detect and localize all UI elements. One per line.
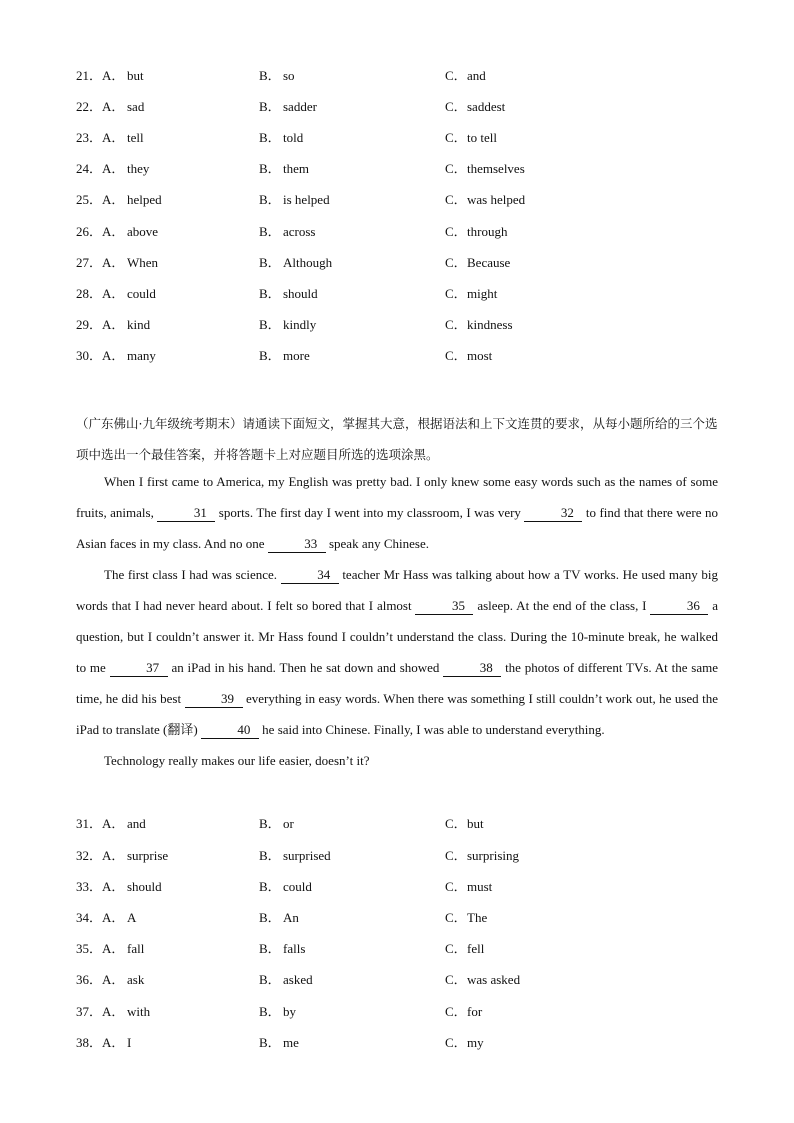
- blank-39: 39: [185, 691, 243, 708]
- question-number: 34．A．: [76, 910, 125, 925]
- option-a: above: [127, 224, 159, 239]
- option-a: should: [127, 879, 162, 894]
- option-a: surprise: [127, 848, 169, 863]
- question-number: 25．A．: [76, 192, 125, 207]
- blank-40: 40: [201, 722, 259, 739]
- option-c: was helped: [467, 192, 526, 207]
- question-29-options: [0, 315, 794, 335]
- option-c-label: C．: [445, 99, 467, 114]
- option-b-label: B．: [259, 816, 281, 831]
- passage-text: asleep. At the end of the class, I: [473, 598, 651, 613]
- option-c: saddest: [467, 99, 506, 114]
- option-b: could: [283, 879, 312, 894]
- question-number: 26．A．: [76, 224, 125, 239]
- option-c-label: C．: [445, 941, 467, 956]
- option-c-label: C．: [445, 972, 467, 987]
- option-b: asked: [283, 972, 313, 987]
- question-37-options: [0, 1002, 794, 1022]
- question-26-options: [0, 222, 794, 242]
- passage-text: an iPad in his hand. Then he sat down and showed: [167, 660, 444, 675]
- option-a: fall: [127, 941, 145, 956]
- blank-31: 31: [157, 505, 215, 522]
- question-22-options: [0, 97, 794, 117]
- question-28-options: [0, 284, 794, 304]
- question-number: 31．A．: [76, 816, 125, 831]
- blank-37: 37: [110, 660, 168, 677]
- option-b-label: B．: [259, 1035, 281, 1050]
- option-c-label: C．: [445, 192, 467, 207]
- option-b: An: [283, 910, 299, 925]
- option-b-label: B．: [259, 910, 281, 925]
- option-c: most: [467, 348, 493, 363]
- option-c-label: C．: [445, 130, 467, 145]
- option-b-label: B．: [259, 1004, 281, 1019]
- option-c-label: C．: [445, 317, 467, 332]
- option-b: so: [283, 68, 295, 83]
- question-number: 28．A．: [76, 286, 125, 301]
- section-instruction: （广东佛山·九年级统考期末）请通读下面短文，掌握其大意，根据语法和上下文连贯的要求，从每小题所给的三个选项中选出一个最佳答案，并将答题卡上对应题目所选的选项涂黑。: [76, 416, 718, 462]
- question-35-options: [0, 939, 794, 959]
- passage-paragraph-1: [76, 466, 718, 559]
- option-c: my: [467, 1035, 484, 1050]
- question-number: 23．A．: [76, 130, 125, 145]
- question-30-options: [0, 346, 794, 366]
- option-c-label: C．: [445, 161, 467, 176]
- option-b: should: [283, 286, 318, 301]
- passage-text: The first class I had was science.: [104, 567, 281, 582]
- question-number: 38．A．: [76, 1035, 125, 1050]
- question-31-options: [0, 814, 794, 834]
- option-c: to tell: [467, 130, 497, 145]
- option-a: but: [127, 68, 144, 83]
- option-b-label: B．: [259, 161, 281, 176]
- question-number: 33．A．: [76, 879, 125, 894]
- question-24-options: [0, 159, 794, 179]
- option-b: kindly: [283, 317, 317, 332]
- option-a: could: [127, 286, 156, 301]
- option-a: helped: [127, 192, 162, 207]
- option-c: for: [467, 1004, 483, 1019]
- option-c-label: C．: [445, 286, 467, 301]
- option-a: they: [127, 161, 150, 176]
- option-c: Because: [467, 255, 511, 270]
- option-c-label: C．: [445, 348, 467, 363]
- option-c: kindness: [467, 317, 513, 332]
- option-a: When: [127, 255, 159, 270]
- option-c-label: C．: [445, 848, 467, 863]
- option-b-label: B．: [259, 941, 281, 956]
- question-number: 27．A．: [76, 255, 125, 270]
- passage-paragraph-2: [76, 559, 718, 745]
- blank-36: 36: [650, 598, 708, 615]
- option-b: me: [283, 1035, 299, 1050]
- passage-text: When I first came to America, my English was pretty bad. I only knew some easy words such as the names of some fruits, animals,: [76, 474, 718, 520]
- option-c: was asked: [467, 972, 521, 987]
- option-b: across: [283, 224, 316, 239]
- option-c-label: C．: [445, 1035, 467, 1050]
- question-34-options: [0, 908, 794, 928]
- option-b-label: B．: [259, 317, 281, 332]
- question-number: 21．A．: [76, 68, 125, 83]
- option-b: by: [283, 1004, 296, 1019]
- option-b: falls: [283, 941, 306, 956]
- option-b: surprised: [283, 848, 331, 863]
- blank-32: 32: [524, 505, 582, 522]
- question-27-options: [0, 253, 794, 273]
- option-a: many: [127, 348, 156, 363]
- question-32-options: [0, 846, 794, 866]
- option-c-label: C．: [445, 255, 467, 270]
- passage-text: sports. The first day I went into my classroom, I was very: [215, 505, 525, 520]
- option-b: or: [283, 816, 294, 831]
- option-b: them: [283, 161, 309, 176]
- option-c: fell: [467, 941, 485, 956]
- option-b-label: B．: [259, 130, 281, 145]
- option-a: ask: [127, 972, 145, 987]
- passage-paragraph-3: Technology really makes our life easier, doesn’t it?: [104, 753, 370, 768]
- option-b: sadder: [283, 99, 317, 114]
- question-21-options: [0, 66, 794, 86]
- option-a: A: [127, 910, 137, 925]
- passage-text: everything in easy words. When there was something I still couldn’t work out, he used the iPad to translate (翻译): [76, 691, 718, 737]
- option-b-label: B．: [259, 224, 281, 239]
- option-b-label: B．: [259, 255, 281, 270]
- question-number: 29．A．: [76, 317, 125, 332]
- question-number: 22．A．: [76, 99, 125, 114]
- question-23-options: [0, 128, 794, 148]
- passage-text: teacher Mr Hass was talking about how a TV works. He used many big words that I had never heard about. I felt so bored that I almost: [76, 567, 718, 613]
- option-b-label: B．: [259, 68, 281, 83]
- option-b: more: [283, 348, 310, 363]
- option-b-label: B．: [259, 848, 281, 863]
- question-38-options: [0, 1033, 794, 1053]
- option-c: themselves: [467, 161, 525, 176]
- option-a: sad: [127, 99, 145, 114]
- question-number: 37．A．: [76, 1004, 125, 1019]
- question-36-options: [0, 970, 794, 990]
- blank-33: 33: [268, 536, 326, 553]
- blank-35: 35: [415, 598, 473, 615]
- passage-text: to find that there were no Asian faces in my class. And no one: [76, 505, 718, 551]
- option-b-label: B．: [259, 879, 281, 894]
- question-number: 30．A．: [76, 348, 125, 363]
- question-25-options: [0, 190, 794, 210]
- cloze-passage: [76, 466, 718, 776]
- option-c-label: C．: [445, 910, 467, 925]
- option-c: might: [467, 286, 498, 301]
- option-c: through: [467, 224, 508, 239]
- passage-text: the photos of different TVs. At the same time, he did his best: [76, 660, 718, 706]
- option-b-label: B．: [259, 286, 281, 301]
- option-c-label: C．: [445, 1004, 467, 1019]
- option-b-label: B．: [259, 99, 281, 114]
- blank-34: 34: [281, 567, 339, 584]
- option-b-label: B．: [259, 348, 281, 363]
- passage-text: he said into Chinese. Finally, I was able to understand everything.: [258, 722, 605, 737]
- option-a: kind: [127, 317, 151, 332]
- option-b-label: B．: [259, 192, 281, 207]
- option-b: told: [283, 130, 304, 145]
- option-c-label: C．: [445, 879, 467, 894]
- question-33-options: [0, 877, 794, 897]
- question-number: 32．A．: [76, 848, 125, 863]
- option-b: Although: [283, 255, 333, 270]
- option-c-label: C．: [445, 816, 467, 831]
- question-number: 24．A．: [76, 161, 125, 176]
- option-a: tell: [127, 130, 144, 145]
- option-c-label: C．: [445, 68, 467, 83]
- option-b: is helped: [283, 192, 330, 207]
- question-number: 35．A．: [76, 941, 125, 956]
- passage-text: speak any Chinese.: [325, 536, 429, 551]
- option-c: must: [467, 879, 493, 894]
- option-a: and: [127, 816, 146, 831]
- option-c-label: C．: [445, 224, 467, 239]
- option-a: with: [127, 1004, 151, 1019]
- option-a: I: [127, 1035, 132, 1050]
- blank-38: 38: [443, 660, 501, 677]
- option-c: and: [467, 68, 486, 83]
- option-c: but: [467, 816, 484, 831]
- option-b-label: B．: [259, 972, 281, 987]
- passage-text: a question, but I couldn’t answer it. Mr Hass found I couldn’t understand the class. During the 10-minute break, he walked to me: [76, 598, 718, 675]
- question-number: 36．A．: [76, 972, 125, 987]
- option-c: surprising: [467, 848, 519, 863]
- option-c: The: [467, 910, 488, 925]
